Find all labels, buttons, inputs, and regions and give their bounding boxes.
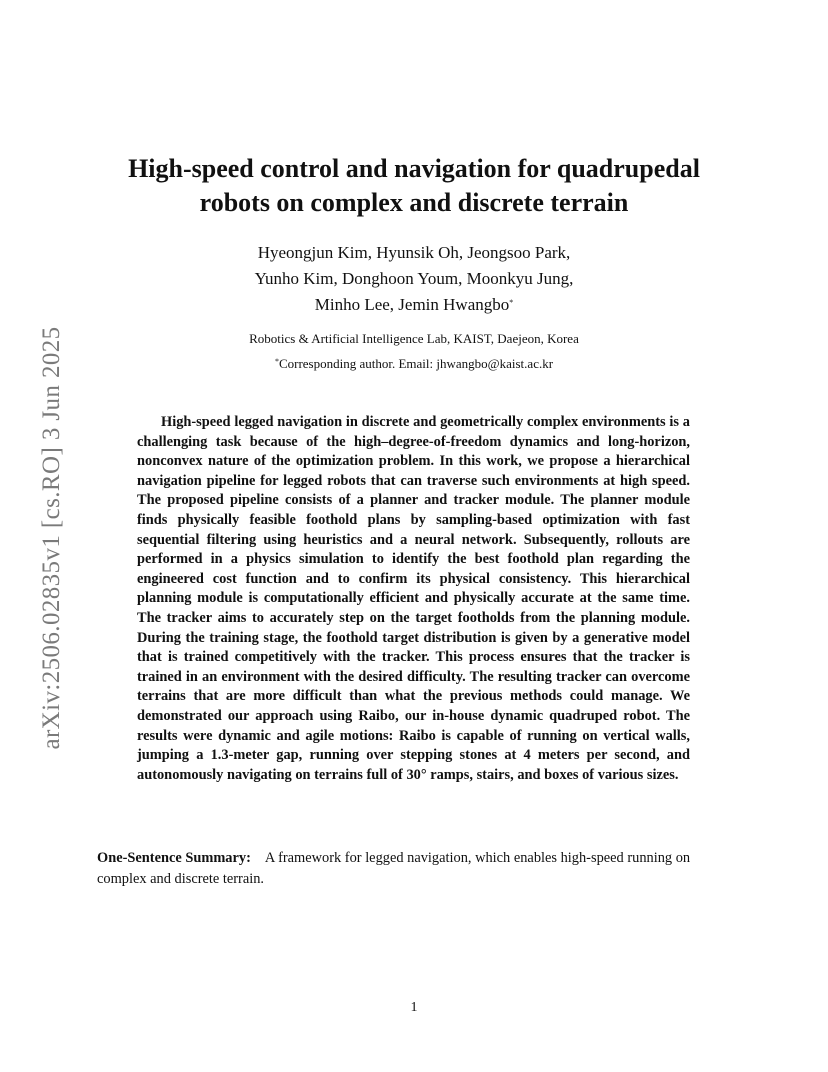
affiliation: Robotics & Artificial Intelligence Lab, KAIST, Daejeon, Korea — [249, 331, 579, 346]
paper-title — [90, 152, 738, 220]
title-line-1: High-speed control and navigation for quadrupedal — [128, 154, 700, 183]
summary-label: One-Sentence Summary: — [97, 850, 251, 866]
corresponding-note-text: Corresponding author. Email: jhwangbo@kaist.ac.kr — [278, 356, 554, 371]
page-number: 1 — [410, 1000, 418, 1015]
authors-line-1: Hyeongjun Kim, Hyunsik Oh, Jeongsoo Park, — [257, 243, 571, 262]
authors-line-3: Minho Lee, Jemin Hwangbo — [314, 295, 510, 314]
corresponding-mark: * — [509, 298, 514, 307]
corresponding-note-mark: * — [274, 357, 279, 366]
corresponding-author-note — [150, 355, 678, 373]
abstract: High-speed legged navigation in discrete and geometrically complex environments is a challenging task because of the high–degree-of-freedom dynamics and long-horizon, nonconvex nature of the optimization problem. In this work, we propose a hierarchical navigation pipeline for legged robots that can traverse such environments at high speed. The proposed pipeline consists of a planner and tracker module. The planner module finds physically feasible foothold plans by sampling-based optimization with fast sequential filtering using heuristics and a neural network. Subsequently, rollouts are performed in a physics simulation to identify the best foothold plan regarding the engineered cost function and to confirm its physical consistency. This hierarchical planning module is computationally efficient and physically accurate at the same time. The tracker aims to accurately step on the target footholds from the planning module. During the training stage, the foothold target distribution is given by a generative model that is trained competitively with the tracker. This process ensures that the tracker is trained in an environment with the desired difficulty. The resulting tracker can overcome terrains that are more difficult than what the previous methods could manage. We demonstrated our approach using Raibo, our in-house dynamic quadruped robot. The results were dynamic and agile motions: Raibo is capable of running on vertical walls, jumping a 1.3-meter gap, running over stepping stones at 4 meters per second, and autonomously navigating on terrains full of 30° ramps, stairs, and boxes of various sizes. — [137, 414, 690, 783]
one-sentence-summary — [97, 848, 733, 890]
author-list — [150, 240, 678, 318]
authors-line-3-wrap — [150, 292, 678, 318]
arxiv-stamp: arXiv:2506.02835v1 [cs.RO] 3 Jun 2025 — [38, 326, 65, 750]
summary-text: A framework for legged navigation, which enables high-speed running on complex and discrete terrain. — [97, 850, 691, 887]
title-line-2: robots on complex and discrete terrain — [199, 188, 629, 217]
authors-line-2: Yunho Kim, Donghoon Youm, Moonkyu Jung, — [254, 269, 574, 288]
